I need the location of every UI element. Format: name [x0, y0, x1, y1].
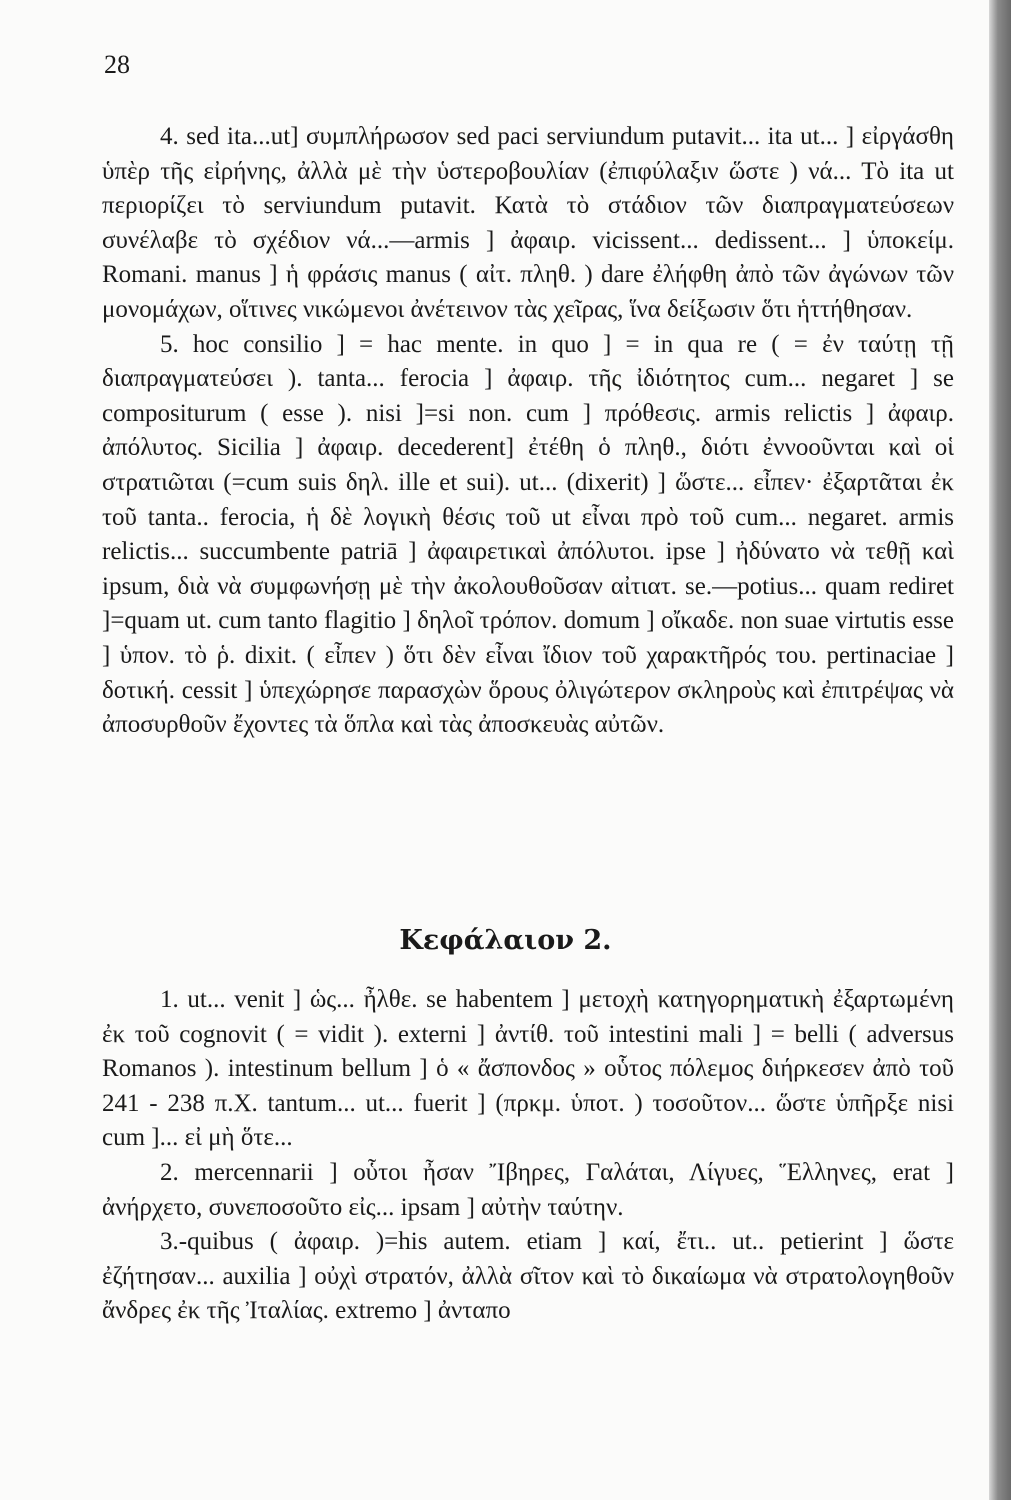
note-paragraph-2-1: 1. ut... venit ] ὡς... ἦλθε. se habentem ] μετοχὴ κατηγορηματικὴ ἐξαρτωμένη ἐκ τοῦ cognovit ( = vidit ). externi ] ἀντίθ. τοῦ intestini mali ] = belli ( adversus Romanos ). intestinum bellum ] ὁ « ἄσπονδος » οὗτος πόλεμος διήρκεσεν ἀπὸ τοῦ 241 - 238 π.Χ. tantum... ut... fuerit ] (πρκμ. ὑποτ. ) τοσοῦτον... ὥστε ὑπῆρξε nisi cum ]... εἰ μὴ ὅτε...	[102, 986, 954, 1152]
page-number: 28	[104, 50, 130, 79]
commentary-notes-chapter-2	[102, 983, 954, 1329]
page-edge-shadow	[989, 0, 1011, 1500]
note-paragraph-2-2: 2. mercennarii ] οὗτοι ἦσαν Ἴβηρες, Γαλάται, Λίγυες, Ἕλληνες, erat ] ἀνήρχετο, συνεποσοῦτο εἰς... ipsam ] αὐτὴν ταύτην.	[102, 1158, 954, 1221]
note-paragraph-4: 4. sed ita...ut] συμπλήρωσον sed pаci serviundum putavit... ita ut... ] εἰργάσθη ὑπὲρ τῆς εἰρήνης, ἀλλὰ μὲ τὴν ὑστεροβουλίαν (ἐπιφύλαξιν ὥστε ) νά... Τὸ ita ut περιορίζει τὸ serviundum putavit. Κατὰ τὸ στάδιον τῶν διαπραγματεύσεων συνέλαβε τὸ σχέδιον νά...—armis ] ἀφαιρ. vicissent... dedissent... ] ὑποκείμ. Romani. manus ] ἡ φράσις manus ( αἰτ. πληθ. ) dare ἐλήφθη ἀπὸ τῶν ἀγώνων τῶν μονομάχων, οἵτινες νικώμενοι ἀνέτεινον τὰς χεῖρας, ἵνα δείξωσιν ὅτι ἡττήθησαν.	[102, 123, 954, 323]
note-paragraph-2-3: 3.-quibus ( ἀφαιρ. )=his autem. etiam ] καί, ἔτι.. ut.. petierint ] ὥστε ἐζήτησαν... auxilia ] οὐχὶ στρατόν, ἀλλὰ σῖτον καὶ τὸ δικαίωμα νὰ στρατολογηθοῦν ἄνδρες ἐκ τῆς Ἰταλίας. extremo ] ἀνταπο	[102, 1228, 954, 1325]
commentary-notes-top	[102, 120, 954, 743]
note-paragraph-5: 5. hoc consilio ] = hac mente. in quo ] = in qua re ( = ἐν ταύτῃ τῇ διαπραγματεύσει ). tanta... ferocia ] ἀφαιρ. τῆς ἰδιότητος cum... negaret ] se compositurum ( esse ). nisi ]=si non. cum ] πρόθεσις. armis relictis ] ἀφαιρ. ἀπόλυτος. Sicilia ] ἀφαιρ. decederent] ἐτέθη ὁ πληθ., διότι ἐννοοῦνται καὶ οἱ στρατιῶται (=cum suis δηλ. ille et sui). ut... (dixerit) ] ὥστε... εἶπεν· ἐξαρτᾶται ἐκ τοῦ tanta.. ferocia, ἡ δὲ λογικὴ θέσις τοῦ ut εἶναι πρὸ τοῦ cum... negaret. armis relictis... succumbente patriā ] ἀφαιρετικαὶ ἀπόλυτοι. ipse ] ἠδύνατο νὰ τεθῇ καὶ ipsum, διὰ νὰ συμφωνήσῃ μὲ τὴν ἀκολουθοῦσαν αἰτιατ. se.—potius... quam rediret ]=quam ut. cum tanto flagitio ] δηλοῖ τρόπον. domum ] οἴκαδε. non suae virtutis esse ] ὑπον. τὸ ῥ. dixit. ( εἶπεν ) ὅτι δὲν εἶναι ἴδιον τοῦ χαρακτῆρός του. pertinaciae ] δοτική. cessit ] ὑπεχώρησε παρασχὼν ὅρους ὀλιγώτερον σκληροὺς καὶ ἐπιτρέψας νὰ ἀποσυρθοῦν ἔχοντες τὰ ὅπλα καὶ τὰς ἀποσκευὰς αὐτῶν.	[102, 330, 954, 739]
chapter-heading: Κεφάλαιον 2.	[399, 925, 612, 956]
